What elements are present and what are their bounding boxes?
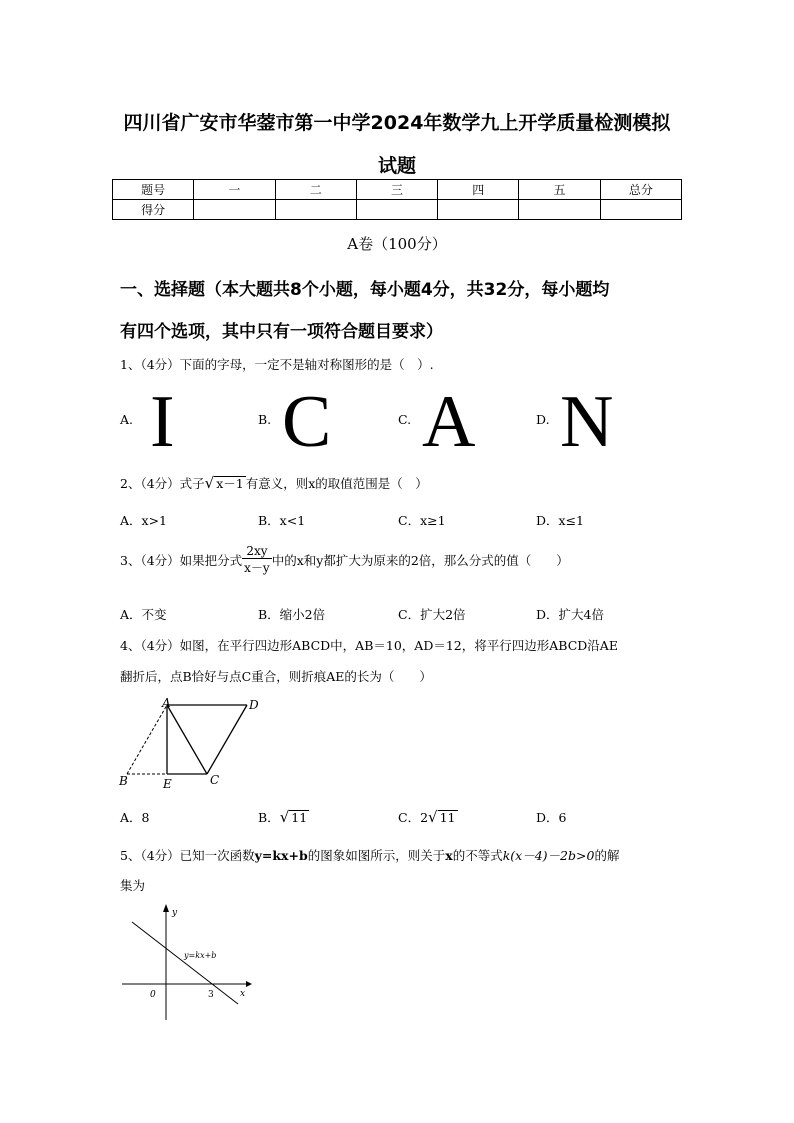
label-a: A xyxy=(162,696,171,710)
q5-var: x xyxy=(445,848,453,863)
q2-suffix: 有意义，则x的取值范围是（ ） xyxy=(245,476,428,491)
score-entry-cell[interactable] xyxy=(600,200,681,220)
q3-option-a: A．不变 xyxy=(120,607,167,622)
segment-ab-dashed xyxy=(127,705,167,774)
q3-fraction xyxy=(242,544,272,576)
x-axis-label: x xyxy=(240,989,246,999)
q1-option-c-label: C. xyxy=(398,412,412,427)
score-table-cell: 题号 xyxy=(113,180,194,200)
score-table-cell: 四 xyxy=(438,180,519,200)
x-axis-arrow-icon xyxy=(246,981,252,987)
question-3-text xyxy=(120,544,569,576)
sqrt-symbol: √ xyxy=(279,808,290,826)
q5-suffix: 的解 xyxy=(594,848,620,863)
section-heading: 一、选择题（本大题共8个小题，每小题4分，共32分，每小题均 xyxy=(120,280,610,300)
score-entry-cell[interactable] xyxy=(519,200,600,220)
q3-denominator: x－y xyxy=(244,561,270,575)
q1-option-b-label: B. xyxy=(258,412,272,427)
q5-middle2: 的不等式 xyxy=(452,848,503,863)
q4-option-a: A．8 xyxy=(120,810,150,825)
q2-option-b: B．x<1 xyxy=(258,513,306,528)
score-entry-cell[interactable] xyxy=(438,200,519,220)
score-entry-cell[interactable] xyxy=(275,200,356,220)
label-e: E xyxy=(163,777,172,791)
score-table xyxy=(112,179,682,220)
q2-option-a: A．x>1 xyxy=(120,513,168,528)
label-d: D xyxy=(249,698,259,712)
q5-function: y=kx+b xyxy=(254,848,308,863)
score-table-cell: 二 xyxy=(275,180,356,200)
question-4-text-line2: 翻折后，点B恰好与点C重合，则折痕AE的长为（ ） xyxy=(120,669,432,684)
score-table-cell: 三 xyxy=(356,180,437,200)
label-c: C xyxy=(210,773,220,787)
score-table-row-label: 得分 xyxy=(113,200,194,220)
origin-label: 0 xyxy=(150,990,156,1000)
question-4-text: 4、（4分）如图，在平行四边形ABCD中，AB＝10，AD＝12，将平行四边形ABCD沿AE xyxy=(120,638,618,653)
y-axis-label: y xyxy=(172,908,178,918)
function-label: y=kx+b xyxy=(184,951,217,960)
q3-numerator: 2xy xyxy=(242,544,272,559)
score-table-score-row xyxy=(113,200,682,220)
q1-option-b-letter: C xyxy=(282,381,332,463)
document-title-line2: 试题 xyxy=(377,155,416,177)
score-table-cell: 总分 xyxy=(600,180,681,200)
document-title: 四川省广安市华蓥市第一中学2024年数学九上开学质量检测模拟 xyxy=(123,112,671,134)
q5-middle: 的图象如图所示，则关于 xyxy=(307,848,446,863)
q2-radicand: x－1 xyxy=(216,476,244,491)
question-5-text xyxy=(120,846,619,864)
parallelogram-figure xyxy=(115,695,275,795)
score-table-cell: 一 xyxy=(194,180,275,200)
q3-prefix: 3、（4分）如果把分式 xyxy=(120,553,243,568)
q3-option-c: C．扩大2倍 xyxy=(398,607,466,622)
score-table-cell: 五 xyxy=(519,180,600,200)
sqrt-symbol: √ xyxy=(204,474,215,492)
question-5-text-line2: 集为 xyxy=(120,878,146,893)
segment-ac xyxy=(167,705,207,774)
q4-option-d: D．6 xyxy=(536,810,567,825)
linear-function-graph xyxy=(118,900,258,1025)
q3-suffix: 中的x和y都扩大为原来的2倍，那么分式的值（ ） xyxy=(271,553,569,568)
x-intercept-label: 3 xyxy=(208,990,214,1000)
q4-option-b: B．√ 11 xyxy=(258,808,308,826)
q2-option-c: C．x≥1 xyxy=(398,513,446,528)
q1-option-a-label: A. xyxy=(120,412,134,427)
label-b: B xyxy=(119,774,128,788)
q5-prefix: 5、（4分）已知一次函数 xyxy=(120,848,255,863)
q1-option-d-label: D. xyxy=(536,412,550,427)
q1-option-d-letter: N xyxy=(560,381,614,463)
sqrt-symbol: √ xyxy=(428,808,438,826)
section-heading-line2: 有四个选项，其中只有一项符合题目要求） xyxy=(120,322,443,342)
score-entry-cell[interactable] xyxy=(356,200,437,220)
q3-option-b: B．缩小2倍 xyxy=(258,607,326,622)
score-table-header-row xyxy=(113,180,682,200)
function-line xyxy=(132,922,238,1004)
segment-dc xyxy=(207,705,247,774)
q1-option-c-letter: A xyxy=(422,381,476,463)
q1-option-a-letter: I xyxy=(150,381,175,463)
score-entry-cell[interactable] xyxy=(194,200,275,220)
q2-option-d: D．x≤1 xyxy=(536,513,584,528)
question-1-text: 1、（4分）下面的字母，一定不是轴对称图形的是（ ）. xyxy=(120,357,434,372)
y-axis-arrow-icon xyxy=(163,904,169,912)
part-label: A卷（100分） xyxy=(347,235,447,253)
question-2-text xyxy=(120,474,428,492)
q3-option-d: D．扩大4倍 xyxy=(536,607,604,622)
q4-option-c: C．2√ 11 xyxy=(398,808,456,826)
q2-prefix: 2、（4分）式子 xyxy=(120,476,205,491)
q5-inequality: k(x－4)－2b>0 xyxy=(502,848,595,863)
